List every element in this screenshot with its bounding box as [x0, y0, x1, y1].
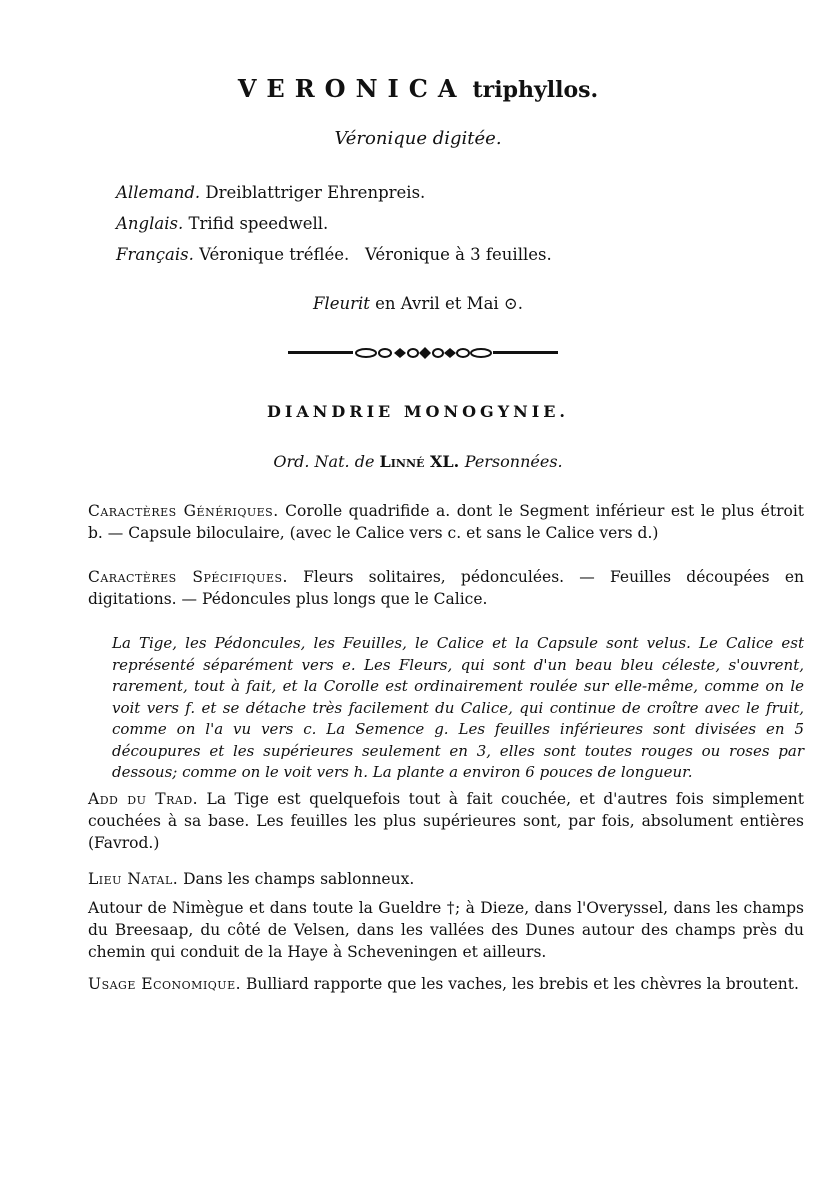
ornament-divider-icon [288, 344, 558, 362]
localities: Autour de Nimègue et dans toute la Gueldre †; à Dieze, dans l'Overyssel, dans les champs du Breesaap, du côté de Velsen, dans les vallées des Dunes autour des champs près du chemin qui conduit de la Haye à Scheveningen et ailleurs. [88, 899, 804, 961]
order-name: Personnées. [464, 452, 563, 471]
section-heading: Usage Economique. [88, 975, 242, 993]
section-heading: Lieu Natal. [88, 870, 179, 888]
flowering-period [0, 294, 836, 313]
name-french [116, 239, 552, 270]
order-number: XL. [424, 452, 465, 471]
specific-characters [88, 566, 804, 610]
section-text: La Tige est quelquefois tout à fait couchée, et d'autres fois simplement couchées à sa base. Les feuilles les plus supérieures sont, par fois, absolument entières (Favrod.) [88, 790, 804, 852]
name-english [116, 208, 552, 239]
economic-usage [88, 973, 804, 995]
flowering-verb: Fleurit [312, 294, 370, 313]
plant-description: La Tige, les Pédoncules, les Feuilles, le Calice et la Capsule sont velus. Le Calice est représenté séparément vers e. Les Fleurs, qui sont d'un beau bleu céleste, s'ouvrent, rarement, tout à fait, et la Corolle est ordinairement roulée sur elle-même, comme on le voit vers f. et se détache très facilement du Calice, qui continue de croître avec le fruit, comme on l'a vu vers c. La Semence g. Les feuilles inférieures sont divisées en 5 découpures et les supérieures seulement en 3, elles sont toutes rouges ou roses par dessous; comme on le voit vers h. La plante a environ 6 pouces de longueur. [112, 634, 804, 781]
french-title: Véronique digitée. [334, 128, 502, 149]
natural-order [0, 452, 836, 471]
species-name: triphyllos. [472, 77, 599, 103]
flowering-text: en Avril et Mai ⊙. [369, 294, 524, 313]
section-text: Dans les champs sablonneux. [178, 870, 415, 888]
common-names [116, 177, 552, 270]
translator-addition [88, 788, 804, 854]
genus-name: VERONICA [237, 74, 467, 103]
section-heading: Caractères Génériques. [88, 502, 279, 520]
language-label: Français. [116, 245, 194, 264]
section-text: Corolle quadrifide a. dont le Segment inférieur est le plus étroit b. — Capsule biloculaire, (avec le Calice vers c. et sans le Calice vers d.) [88, 502, 804, 542]
language-label: Anglais. [116, 214, 184, 233]
common-name: Véronique tréflée. Véronique à 3 feuilles. [199, 245, 552, 264]
section-text: Fleurs solitaires, pédonculées. — Feuilles découpées en digitations. — Pédoncules plus longs que le Calice. [88, 568, 804, 608]
section-text: Bulliard rapporte que les vaches, les brebis et les chèvres la broutent. [241, 975, 799, 993]
page-title [0, 74, 836, 103]
order-prefix: Ord. Nat. de [273, 452, 380, 471]
generic-characters [88, 500, 804, 544]
linnaean-class: DIANDRIE MONOGYNIE. [267, 402, 569, 421]
section-heading: Caractères Spécifiques. [88, 568, 288, 586]
section-heading: Add du Trad. [88, 790, 199, 808]
native-habitat [88, 868, 804, 890]
language-label: Allemand. [116, 183, 201, 202]
common-name: Dreiblattriger Ehrenpreis. [205, 183, 426, 202]
common-name: Trifid speedwell. [188, 214, 329, 233]
order-author: Linné [379, 452, 425, 471]
name-german [116, 177, 552, 208]
